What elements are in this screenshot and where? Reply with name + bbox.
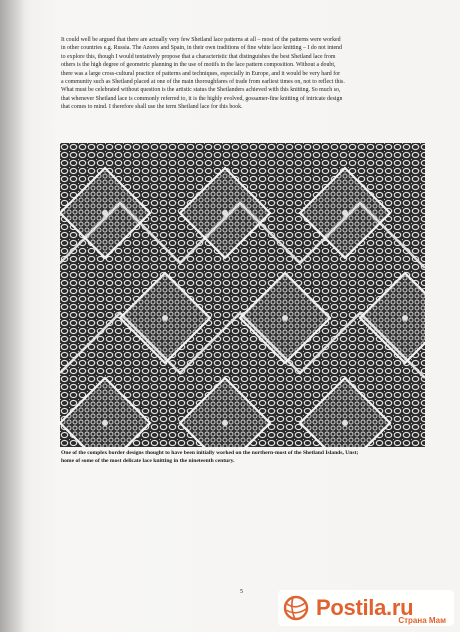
caption-line: home of some of the most delicate lace knitting in the nineteenth century. <box>61 457 235 464</box>
knitting-ball-icon <box>282 594 310 622</box>
body-paragraph <box>61 36 423 112</box>
body-line: What must be celebrated without question is the artistic status the Shetlanders achieved with this knitting. So much so, <box>61 87 341 94</box>
page-number: 5 <box>240 589 243 595</box>
body-line: others is the high degree of geometric planning in the use of motifs in the lace pattern composition. Without a doubt, <box>61 62 336 69</box>
body-line: there was a large cross-cultural practice of patterns and techniques, especially in Europe, and it would be very hard for <box>61 70 341 77</box>
body-line: a community such as Shetland placed at one of the main thoroughfares of trade from earliest times on, not to reflect this. <box>61 79 345 86</box>
body-line: that whenever Shetland lace is commonly referred to, it is the highly evolved, gossamer-fine knitting of intricate design <box>61 95 343 102</box>
photo-caption <box>61 450 423 465</box>
site-watermark <box>278 590 454 626</box>
watermark-text: Postila.ru <box>316 595 414 620</box>
body-line: that comes to mind. I therefore shall use the term Shetland lace for this book. <box>61 104 243 111</box>
caption-line: One of the complex border designs thought to have been initially worked on the northern-most of the Shetland Islands, Unst; <box>61 450 359 456</box>
body-line: in other countries e.g. Russia. The Azores and Spain, in their own traditions of fine white lace knitting – I do not intend <box>61 45 342 52</box>
lace-pattern-photo <box>60 143 425 447</box>
lace-texture-image <box>60 143 425 447</box>
page-gutter-shadow <box>0 0 24 632</box>
watermark-subtext: Страна Мам <box>398 616 446 625</box>
body-line: It could well be argued that there are actually very few Shetland lace patterns at all – most of the patterns were worked <box>61 37 341 43</box>
body-line: to explore this, though I would tentatively propose that a characteristic that distinguishes the best Shetland lace from <box>61 53 336 60</box>
